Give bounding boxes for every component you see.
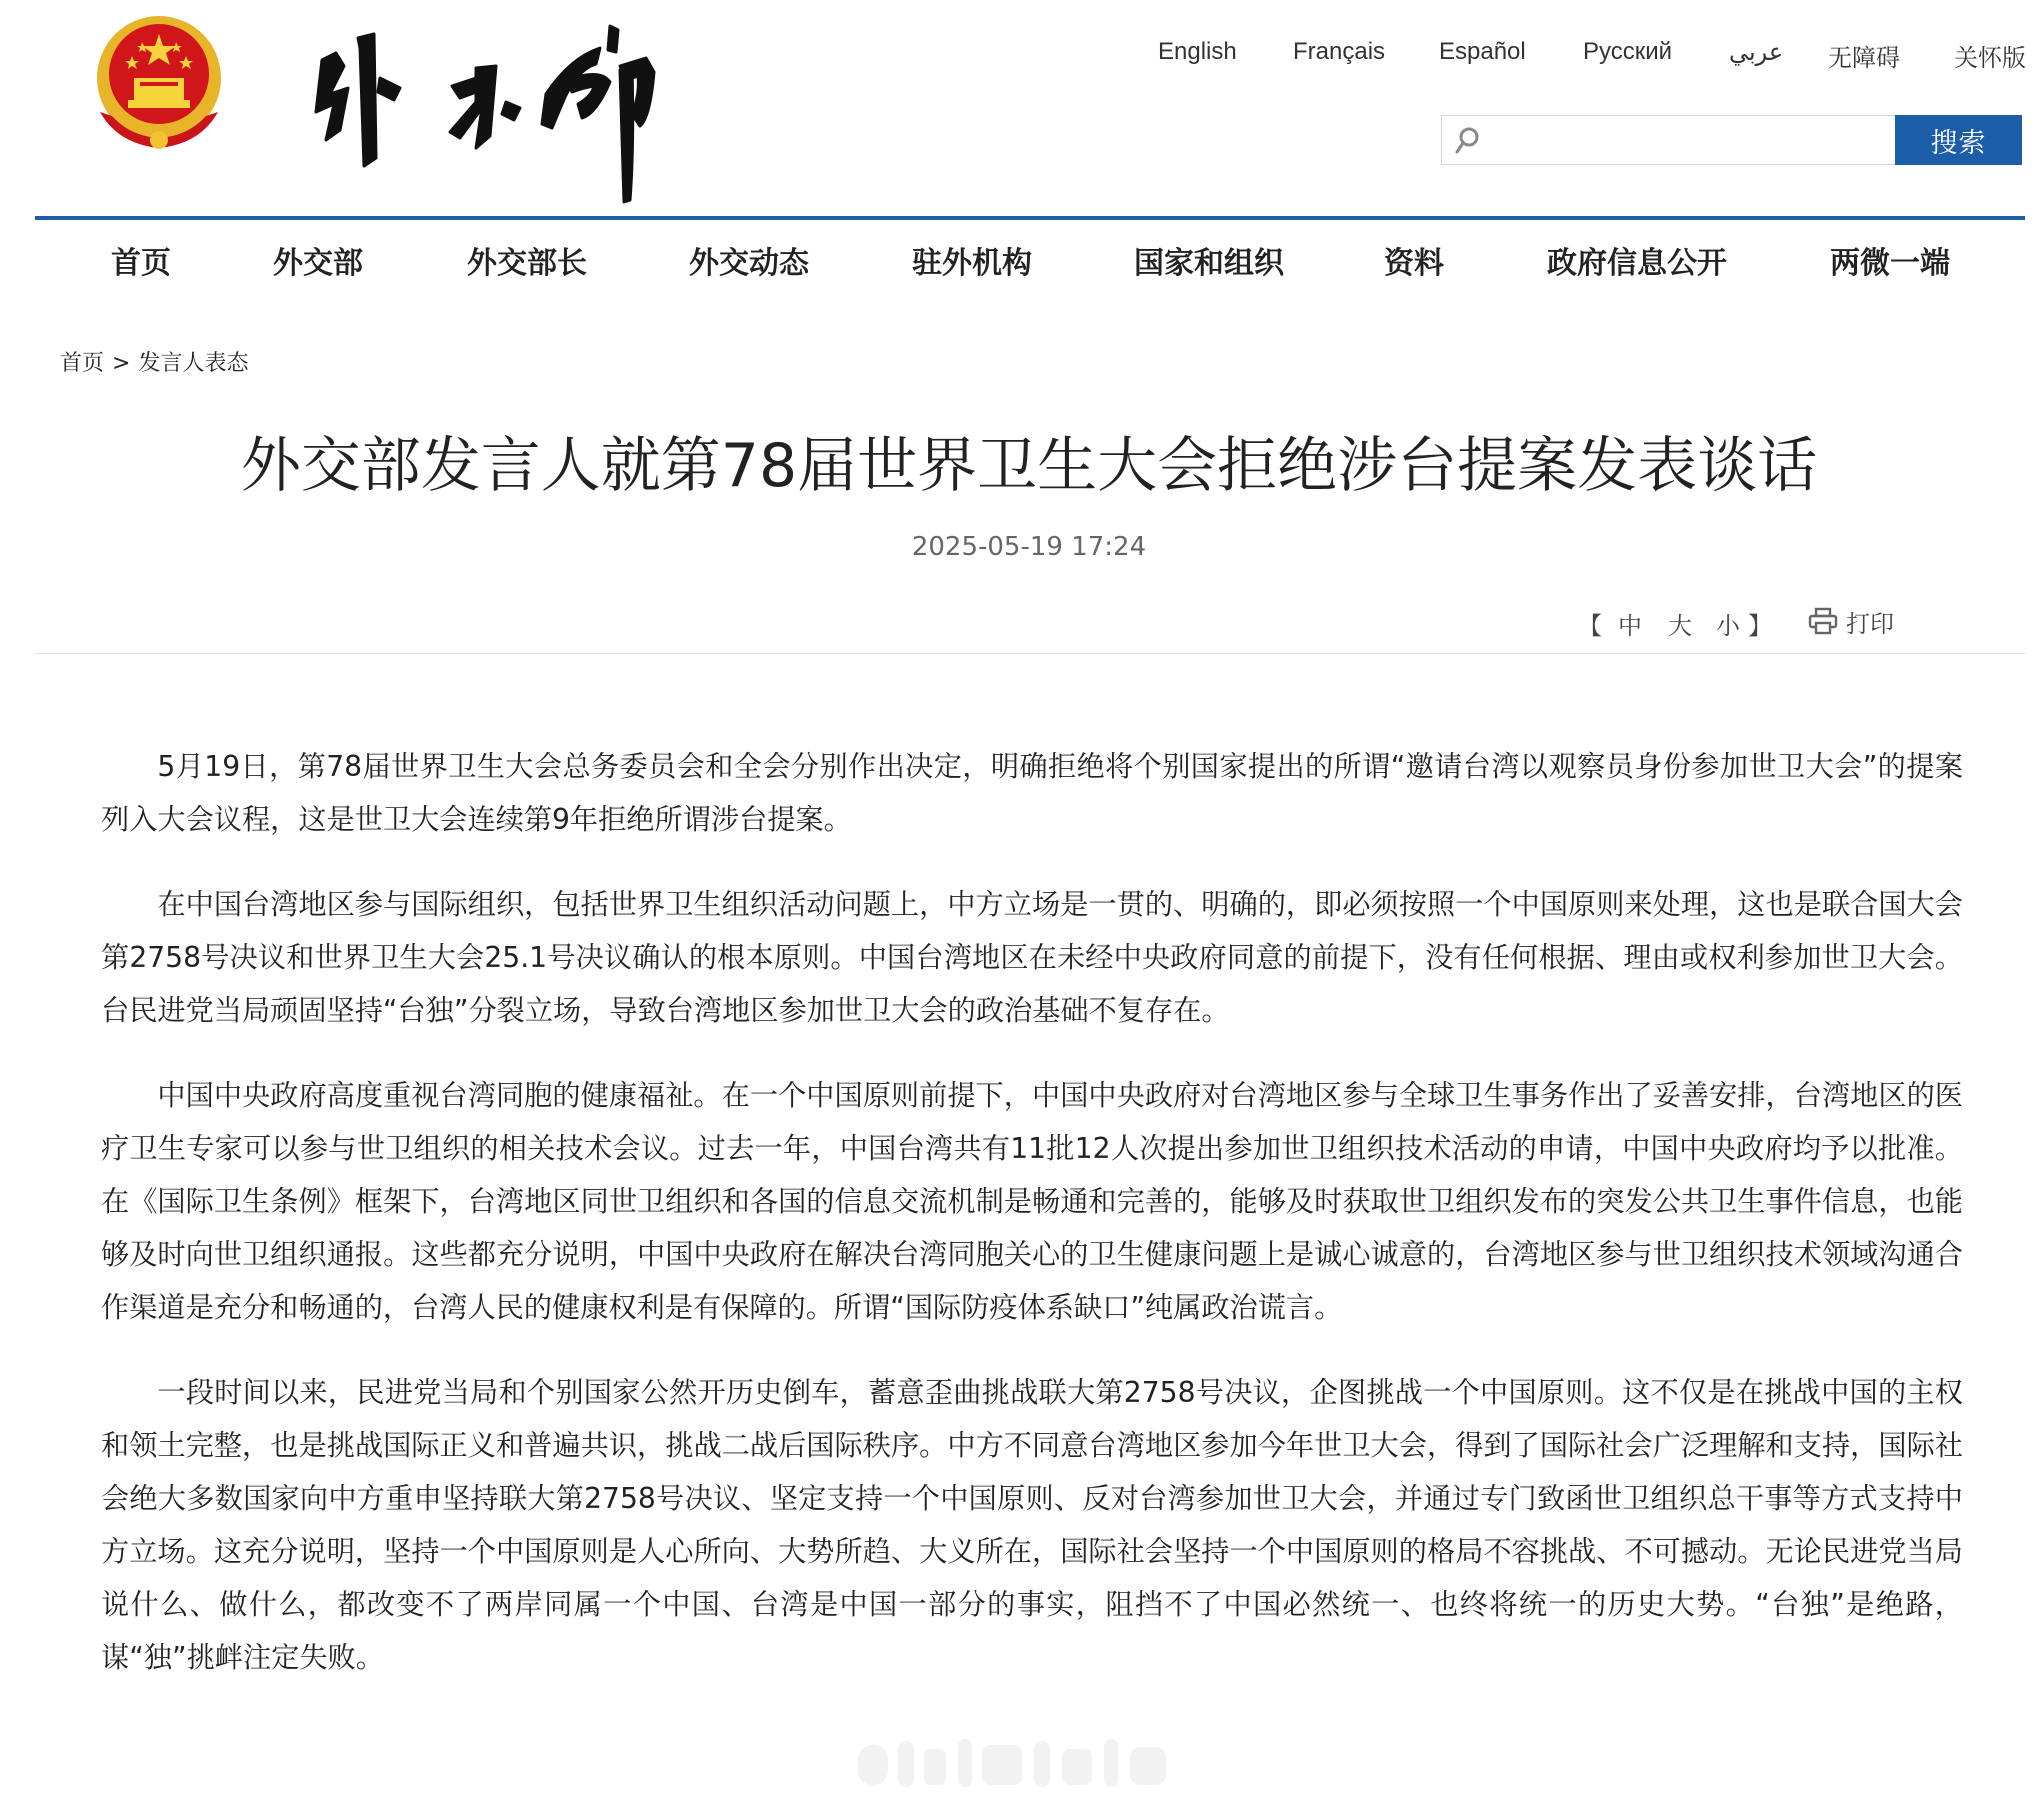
- lang-accessibility[interactable]: 无障碍: [1828, 45, 1900, 72]
- search-box: [1441, 115, 1895, 165]
- nav-resources[interactable]: 资料: [1384, 246, 1444, 281]
- lang-french[interactable]: Français: [1293, 38, 1386, 65]
- nav-social-media[interactable]: 两微一端: [1830, 246, 1950, 281]
- publish-date: 2025-05-19 17:24: [911, 532, 1147, 562]
- article-paragraph: 5月19日，第78届世界卫生大会总务委员会和全会分别作出决定，明确拒绝将个别国家提出的所谓“邀请台湾以观察员身份参加世卫大会”的提案列入大会议程，这是世卫大会连续第9年拒绝所谓涉台提案。: [101, 750, 1963, 836]
- font-size-small[interactable]: 小: [1716, 612, 1740, 640]
- breadcrumb: [60, 346, 248, 377]
- print-label: 打印: [1846, 609, 1894, 638]
- font-size-medium[interactable]: 大: [1668, 612, 1692, 640]
- print-button[interactable]: [1808, 604, 1894, 638]
- article-paragraph: 在中国台湾地区参与国际组织，包括世界卫生组织活动问题上，中方立场是一贯的、明确的，即必须按照一个中国原则来处理，这也是联合国大会第2758号决议和世界卫生大会25.1号决议确认的根本原则。中国台湾地区在未经中央政府同意的前提下，没有任何根据、理由或权利参加世卫大会。台民进党当局顽固坚持“台独”分裂立场，导致台湾地区参加世卫大会的政治基础不复存在。: [101, 888, 1963, 1027]
- search-icon: [1454, 126, 1482, 156]
- lang-care-version[interactable]: 关怀版: [1954, 45, 2026, 72]
- main-nav: [35, 238, 2025, 288]
- language-bar: [0, 38, 2038, 72]
- breadcrumb-home[interactable]: 首页: [60, 351, 105, 376]
- search-button[interactable]: 搜索: [1895, 115, 2022, 165]
- lang-russian[interactable]: Русский: [1583, 38, 1673, 65]
- breadcrumb-separator: >: [112, 351, 131, 376]
- content-divider: [35, 653, 2025, 654]
- font-size-bracket-open: 【: [1578, 612, 1602, 640]
- lang-spanish[interactable]: Español: [1439, 38, 1526, 65]
- header-divider: [35, 216, 2025, 220]
- nav-gov-info-disclosure[interactable]: 政府信息公开: [1547, 246, 1727, 281]
- font-size-bracket-close: 】: [1748, 612, 1772, 640]
- lang-arabic[interactable]: عربي: [1729, 39, 1784, 66]
- national-emblem-icon[interactable]: [88, 12, 230, 157]
- lang-english[interactable]: English: [1158, 38, 1237, 65]
- printer-icon: [1808, 607, 1838, 635]
- watermark-graphic: [858, 1735, 1198, 1791]
- page-title: 外交部发言人就第78届世界卫生大会拒绝涉台提案发表谈话: [240, 431, 1818, 501]
- search-bar: [1441, 115, 2025, 167]
- nav-diplomatic-news[interactable]: 外交动态: [689, 246, 809, 281]
- nav-countries-organizations[interactable]: 国家和组织: [1134, 246, 1284, 281]
- font-size-large[interactable]: 中: [1618, 612, 1642, 640]
- nav-minister[interactable]: 外交部长: [467, 246, 587, 281]
- nav-home[interactable]: 首页: [111, 246, 171, 281]
- article-body: [101, 740, 1963, 1716]
- nav-missions-abroad[interactable]: 驻外机构: [912, 246, 1032, 281]
- nav-ministry[interactable]: 外交部: [273, 246, 363, 281]
- article-paragraph: 一段时间以来，民进党当局和个别国家公然开历史倒车，蓄意歪曲挑战联大第2758号决议，企图挑战一个中国原则。这不仅是在挑战中国的主权和领土完整，也是挑战国际正义和普遍共识，挑战二战后国际秩序。中方不同意台湾地区参加今年世卫大会，得到了国际社会广泛理解和支持，国际社会绝大多数国家向中方重申坚持联大第2758号决议、坚定支持一个中国原则、反对台湾参加世卫大会，并通过专门致函世卫组织总干事等方式支持中方立场。这充分说明，坚持一个中国原则是人心所向、大势所趋、大义所在，国际社会坚持一个中国原则的格局不容挑战、不可撼动。无论民进党当局说什么、做什么，都改变不了两岸同属一个中国、台湾是中国一部分的事实，阻挡不了中国必然统一、也终将统一的历史大势。“台独”是绝路，谋“独”挑衅注定失败。: [101, 1376, 1963, 1674]
- search-input[interactable]: [1486, 122, 1890, 160]
- breadcrumb-current[interactable]: 发言人表态: [138, 351, 249, 376]
- article-paragraph: 中国中央政府高度重视台湾同胞的健康福祉。在一个中国原则前提下，中国中央政府对台湾地区参与全球卫生事务作出了妥善安排，台湾地区的医疗卫生专家可以参与世卫组织的相关技术会议。过去一年，中国台湾共有11批12人次提出参加世卫组织技术活动的申请，中国中央政府均予以批准。在《国际卫生条例》框架下，台湾地区同世卫组织和各国的信息交流机制是畅通和完善的，能够及时获取世卫组织发布的突发公共卫生事件信息，也能够及时向世卫组织通报。这些都充分说明，中国中央政府在解决台湾同胞关心的卫生健康问题上是诚心诚意的，台湾地区参与世卫组织技术领域沟通合作渠道是充分和畅通的，台湾人民的健康权利是有保障的。所谓“国际防疫体系缺口”纯属政治谎言。: [101, 1079, 1963, 1324]
